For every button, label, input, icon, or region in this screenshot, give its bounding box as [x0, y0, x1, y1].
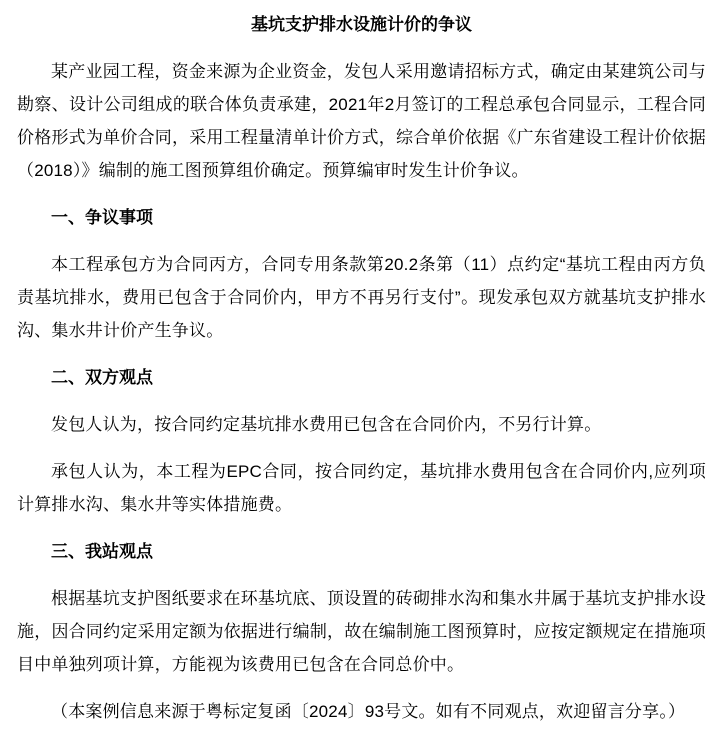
page-title: 基坑支护排水设施计价的争议 — [251, 15, 472, 34]
employer-view-paragraph: 发包人认为，按合同约定基坑排水费用已包含在合同价内，不另行计算。 — [51, 415, 602, 434]
intro-paragraph: 某产业园工程，资金来源为企业资金，发包人采用邀请招标方式，确定由某建筑公司与勘察、设计公司组成的联合体负责承建，2021年2月签订的工程总承包合同显示，工程合同价格形式为单价合同，采用工程量清单计价方式，综合单价依据《广东省建设工程计价依据（2018）》编制的施工图预算组价确定。预算编审时发生计价争议。 — [17, 62, 706, 180]
source-note: （本案例信息来源于粤标定复函〔2024〕93号文。如有不同观点，欢迎留言分享。） — [51, 702, 686, 721]
dispute-item-paragraph: 本工程承包方为合同丙方，合同专用条款第20.2条第（11）点约定“基坑工程由丙方负责基坑排水，费用已包含于合同价内，甲方不再另行支付”。现发承包双方就基坑支护排水沟、集水井计价产生争议。 — [17, 255, 706, 340]
section-3-heading: 三、我站观点 — [51, 542, 153, 561]
our-view-paragraph: 根据基坑支护图纸要求在环基坑底、顶设置的砖砌排水沟和集水井属于基坑支护排水设施，因合同约定采用定额为依据进行编制，故在编制施工图预算时，应按定额规定在措施项目中单独列项计算，方能视为该费用已包含在合同总价中。 — [17, 589, 706, 674]
section-2-heading: 二、双方观点 — [51, 368, 153, 387]
article — [17, 8, 706, 728]
section-1-heading: 一、争议事项 — [51, 208, 153, 227]
contractor-view-paragraph: 承包人认为，本工程为EPC合同，按合同约定，基坑排水费用包含在合同价内,应列项计算排水沟、集水井等实体措施费。 — [17, 462, 706, 514]
